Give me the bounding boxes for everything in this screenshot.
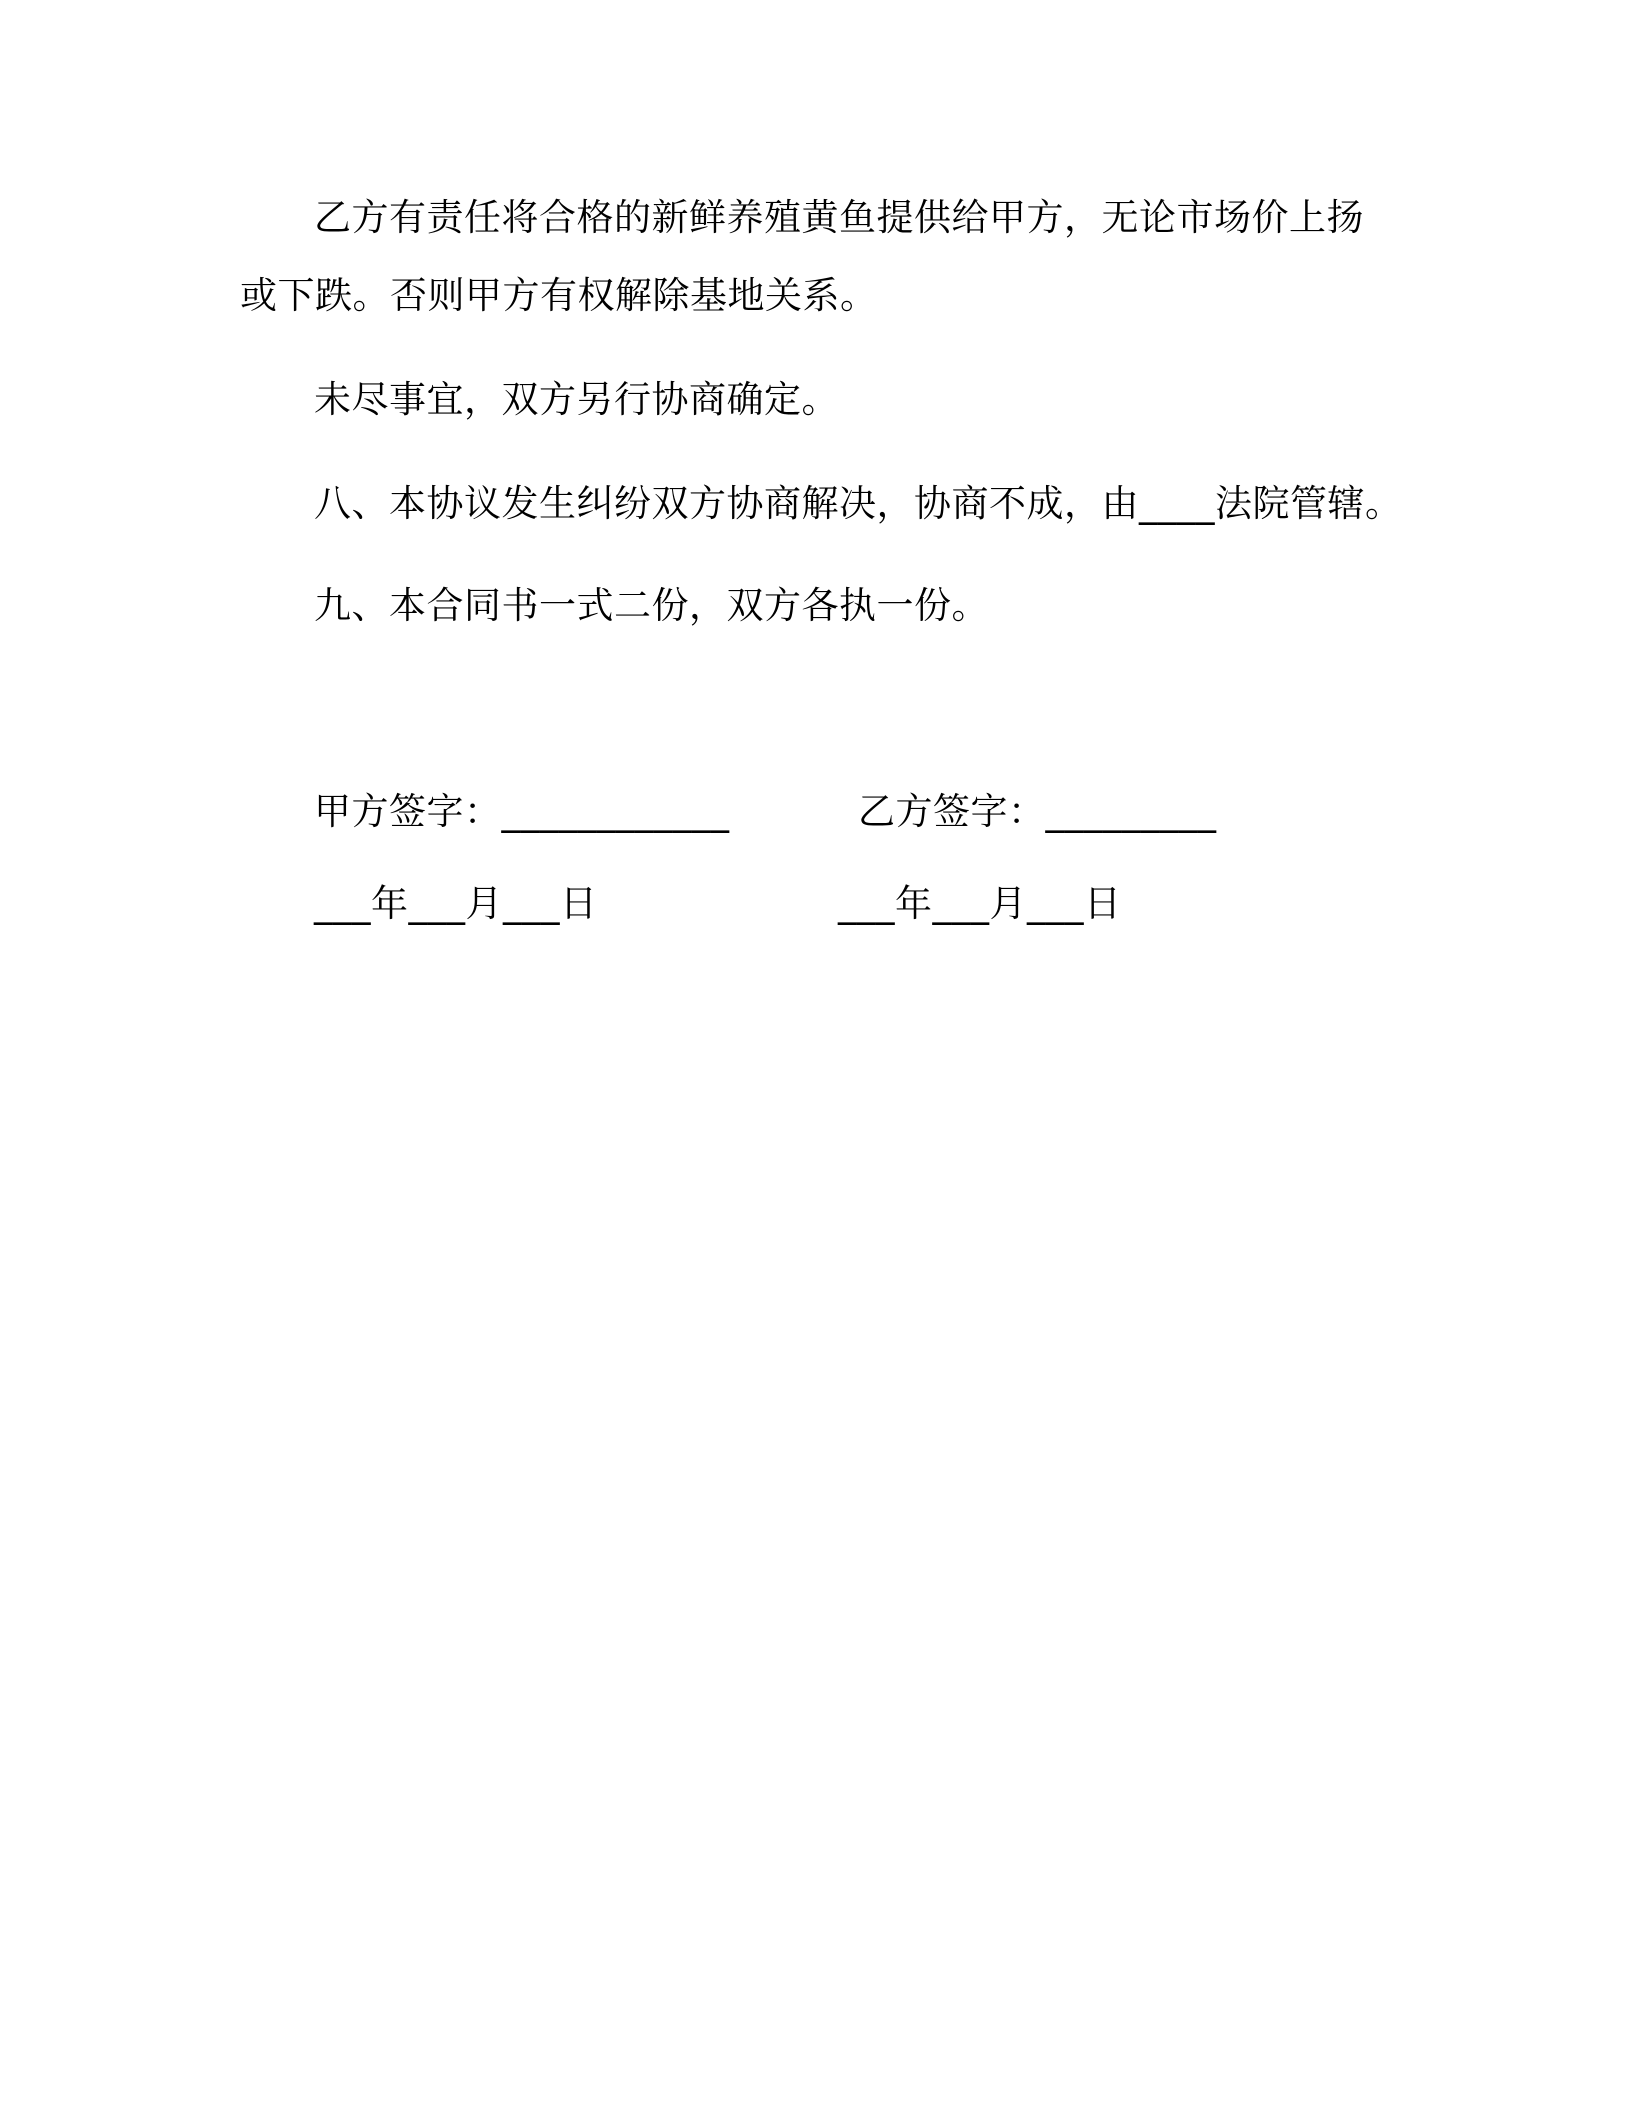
paragraph-supply-obligation-line1: 乙方有责任将合格的新鲜养殖黄鱼提供给甲方，无论市场价上扬 <box>314 196 1364 239</box>
party-a-signature-line: 甲方签字：____________ <box>314 790 730 833</box>
party-b-signature-line: 乙方签字：_________ <box>858 790 1217 833</box>
paragraph-supply-obligation-line2: 或下跌。否则甲方有权解除基地关系。 <box>240 274 878 317</box>
party-b-date-line: ___年___月___日 <box>838 882 1122 925</box>
clause-eight-dispute: 八、本协议发生纠纷双方协商解决，协商不成，由____法院管辖。 <box>314 482 1403 525</box>
party-a-date-line: ___年___月___日 <box>314 882 598 925</box>
paragraph-other-matters: 未尽事宜，双方另行协商确定。 <box>314 378 839 421</box>
clause-nine-copies: 九、本合同书一式二份，双方各执一份。 <box>314 584 989 627</box>
